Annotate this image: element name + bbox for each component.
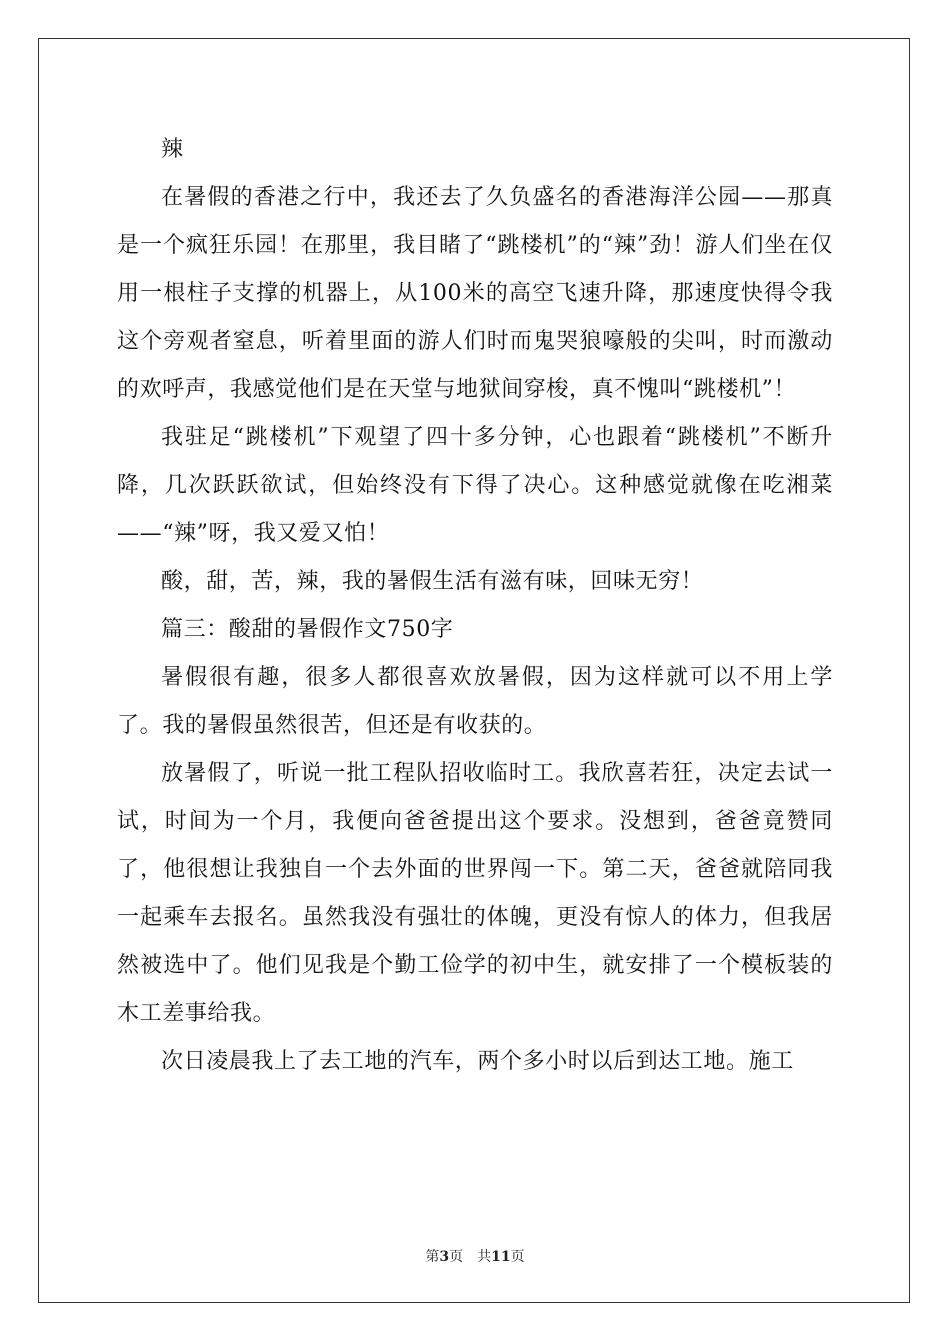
- paragraph: 在暑假的香港之行中，我还去了久负盛名的香港海洋公园——那真是一个疯狂乐园！在那里，我目睹了“跳楼机”的“辣”劲！游人们坐在仅用一根柱子支撑的机器上，从100米的高空飞速升降，那速度快得令我这个旁观者窒息，听着里面的游人们时而鬼哭狼嚎般的尖叫，时而激动的欢呼声，我感觉他们是在天堂与地狱间穿梭，真不愧叫“跳楼机”！: [117, 185, 833, 402]
- page-footer: [0, 1246, 950, 1266]
- document-body: [117, 126, 833, 1086]
- paragraph: 次日凌晨我上了去工地的汽车，两个多小时以后到达工地。施工: [161, 1049, 794, 1074]
- paragraph: 我驻足“跳楼机”下观望了四十多分钟，心也跟着“跳楼机”不断升降，几次跃跃欲试，但始终没有下得了决心。这种感觉就像在吃湘菜——“辣”呀，我又爱又怕！: [117, 425, 833, 546]
- total-page-number: 11: [491, 1249, 511, 1265]
- paragraph: 辣: [161, 137, 184, 162]
- page-prefix: 第: [425, 1249, 440, 1265]
- paragraph: 放暑假了，听说一批工程队招收临时工。我欣喜若狂，决定去试一试，时间为一个月，我便向爸爸提出这个要求。没想到，爸爸竟赞同了，他很想让我独自一个去外面的世界闯一下。第二天，爸爸就陪同我一起乘车去报名。虽然我没有强壮的体魄，更没有惊人的体力，但我居然被选中了。他们见我是个勤工俭学的初中生，就安排了一个模板装的木工差事给我。: [117, 761, 833, 1026]
- page-unit: 页: [449, 1249, 464, 1265]
- paragraph: 酸，甜，苦，辣，我的暑假生活有滋有味，回味无穷！: [161, 569, 704, 594]
- total-prefix: 共: [477, 1249, 492, 1265]
- total-unit: 页: [510, 1249, 525, 1265]
- section-heading: 篇三：酸甜的暑假作文750字: [161, 617, 454, 642]
- current-page-number: 3: [439, 1249, 450, 1265]
- paragraph: 暑假很有趣，很多人都很喜欢放暑假，因为这样就可以不用上学了。我的暑假虽然很苦，但还是有收获的。: [117, 665, 833, 738]
